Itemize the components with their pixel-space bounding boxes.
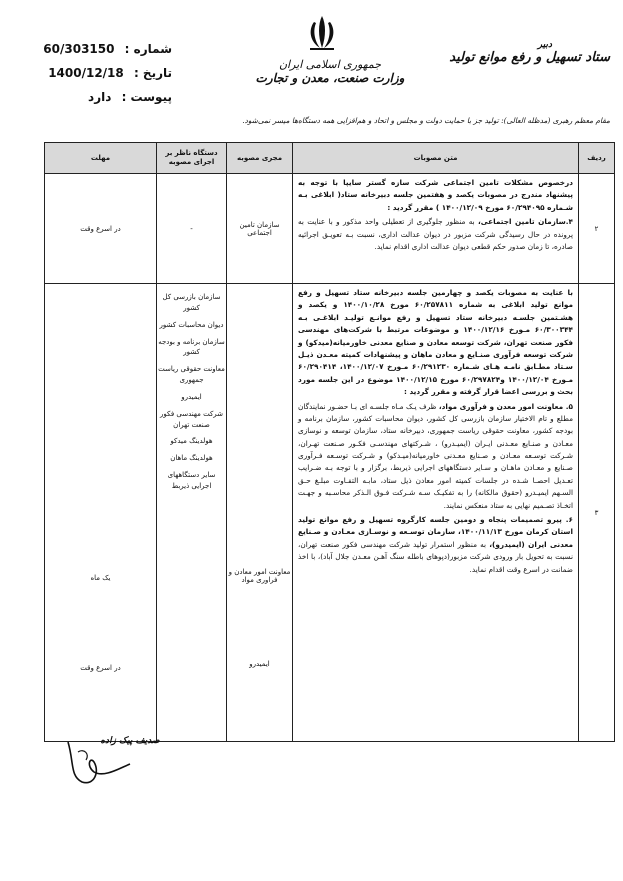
resolution-title: با عنایت به مصوبات یکصد و چهارمین جلسه دبیرخانه ستاد تسهیل و رفع موانع تولید ابلاغی به شماره ۶۰/۲۵۷۸۱۱ مورخ ۱۴۰۰/۱۰/۲۸ و یکصد و هشـتمین جلسـه دبیرخانه ستاد تسهیل و رفع موانـع تولیـد ابلاغـی بـه ۶۰/۳۰۰۳۴۴ مـورخ ۱۴۰۰/۱۲/۱۶ و موضوعات مرتبط با شرکت‌های مهندسی فکور صنعت تهران، شرکت توسعه معادن و صنایع معدنی خاورمیانه(میدکو) و شرکت توسعه فرآوری صنـایع و معادن ماهان و پیشنهادات کمیته معـدن ذیـل سـتاد مطـابق نامـه هـای شـماره ۶۰/۲۹۱۲۳۰ مـورخ ۱۴۰۰/۱۲/۰۷، ۶۰/۲۹۰۴۱۴ مـورخ ۱۴۰۰/۱۲/۰۴ و۶۰/۲۹۷۸۲۴ مورخ ۱۴۰۰/۱۲/۱۵ موضوع در این جلسه مورد بحث و بررسی اعضا قرار گرفته و مقرر گردید : [298, 288, 573, 397]
executor-cell: سازمان تامین اجتماعی [227, 174, 293, 284]
paragraph-lead: ۴.سازمان تامین اجتماعی، [477, 217, 573, 227]
table-header-row [45, 143, 615, 174]
secretariat-main: ستاد تسهیل و رفع موانع تولید [449, 50, 610, 65]
resolution-paragraph [298, 216, 573, 253]
signatory-name: صدیف پیک زاده [100, 736, 160, 746]
paragraph-text: به منظور جلوگیری از تعطیلی واحد مذکور و با عنایت به پرونده در حال رسیدگی شرکت مزبور در دیوان عدالت اداری، نسبت بـه تعویـق اجرائیه صادره، تا زمان صدور حکم قطعی دیوان عدالت اداری اقدام نماید. [298, 217, 573, 251]
letter-date [22, 66, 172, 80]
resolution-text [293, 174, 579, 284]
monitor-item: سایر دستگاههای اجرایی ذیربط [167, 471, 216, 490]
paragraph-text: ظرف یـک مـاه جلسـه ای بـا حضـور نمایندگان مطلع و تام الاختیار سازمان بازرسی کل کشور، دیوان محاسبات کشور، سازمان برنامه و بودجه کشور، معاونت حقوقی ریاست جمهوری، دبیرخانه ستاد، سازمان توسعه و نوسازی معـادن و صنـایع معـدنی ایـران (ایمیـدرو) ، شـرکتهای مهندسـی فکـور صـنعت تهـران، شـرکت توسـعه معـادن و صـنایع معـدنی خاورمیانه(میـدکو) و شـرکت توسـعه فـرآوری صـنایع و معـادن ماهـان و سـایر دستگاههای اجرایی ذیربط، برگزار و با توجه بـه ضـرایب تعـدیل احصـا شـده در جلسات کمیته امور معادن ذیل ستاد، مابـه التفـاوت مبلـغ حـق السـهم ایمیـدرو (حقوق مالکانه) را به تفکیـک سـه شـرکت فـوق الـذکر محاسـبه و جهـت اتخـاذ تصـمیم نهایی به ستاد منعکس نمایند. [298, 401, 573, 510]
header-executor: مجری مصوبه [227, 143, 293, 174]
resolution-title: درخصوص مشکلات تامین اجتماعی شرکت سازه گستر سایپا با توجه به پیشنهاد مندرج در مصوبات یکصد و هفتمین جلسه دبیرخانه ستاد( ابلاغی بـه شـماره ۶۰/۲۹۴۰۹۵ مورخ ۱۴۰۰/۱۲/۰۹ ) مقرر گردید : [298, 178, 573, 212]
deadline-cell [45, 284, 157, 742]
secretariat-small: دبیر [537, 40, 552, 50]
executor-item: معاونت امور معادن و فراوری مواد [228, 568, 291, 584]
monitor-item: هولدینگ ماهان [170, 454, 213, 463]
letter-number-value: 60/303150 [43, 42, 115, 56]
monitor-cell [157, 284, 227, 742]
resolutions-table [44, 142, 615, 742]
letter-attachment-value: دارد [88, 90, 112, 104]
monitor-item: هولدینگ میدکو [170, 437, 213, 446]
paragraph-text: به منظور استمرار تولید شرکت مهندسی فکور صنعت تهران، نسبت به تحویل بار ورودی شرکت مزبور(دپوهای باطله سنگ آهـن معـدن جلال آباد)، با اخذ ضمانت در اسرع وقت اقدام نماید. [298, 539, 573, 574]
monitor-item: ایمیدرو [181, 392, 202, 401]
resolution-paragraph-5 [298, 401, 573, 513]
letter-attachment-label: پیوست : [121, 90, 172, 104]
iran-emblem-icon [304, 14, 340, 52]
resolution-text [293, 284, 579, 742]
letter-number-label: شماره : [124, 42, 172, 56]
monitor-cell: - [157, 174, 227, 284]
executor-cell [227, 284, 293, 742]
header-row-no: ردیف [579, 143, 615, 174]
country-name: جمهوری اسلامی ایران [278, 58, 382, 71]
deadline-item: یک ماه [90, 574, 111, 582]
paragraph-lead: ۶. پیرو تصمیمات پنجاه و دومین جلسه کارگروه تسهیل و رفع موانع تولید استان کرمان مورخ ۱۴۰۰/۱۱/۱۳، سازمان توسـعه و نوسـازی معـادن و صـنایع معدنی ایران (ایمیدرو)، [298, 515, 573, 549]
letter-date-value: 1400/12/18 [48, 66, 124, 80]
monitor-item: معاونت حقوقی ریاست جمهوری [158, 365, 225, 385]
table-row [45, 174, 615, 284]
leader-quote: مقام معظم رهبری (مدظله العالی): تولید جز با حمایت دولت و مجلس و اتحاد و هم‌افزایی همه دستگاه‌ها میسر نمی‌شود. [242, 116, 610, 125]
header-monitor: دستگاه ناظر بر اجرای مصوبه [157, 143, 227, 174]
deadline-cell: در اسرع وقت [45, 174, 157, 284]
header-deadline: مهلت [45, 143, 157, 174]
letter-number [22, 42, 172, 56]
row-number: ۳ [579, 284, 615, 742]
secretariat-logo [440, 40, 610, 65]
letter-attachment [22, 90, 172, 104]
letter-date-label: تاریخ : [133, 66, 172, 80]
paragraph-lead: ۵. معاونت امور معدن و فرآوری مواد، [438, 401, 573, 411]
ministry-name: وزارت صنعت، معدن و تجارت [255, 71, 405, 85]
executor-item: ایمیدرو [249, 660, 270, 668]
monitor-item: شرکت مهندسی فکور صنعت تهران [159, 409, 224, 429]
ministry-header [230, 58, 430, 85]
monitor-item: سازمان بازرسی کل کشور [162, 293, 221, 312]
header-text: متن مصوبات [293, 143, 579, 174]
monitor-item: سازمان برنامه و بودجه کشور [158, 337, 225, 357]
table-row [45, 284, 615, 742]
resolution-paragraph-6 [298, 514, 573, 576]
row-number: ۲ [579, 174, 615, 284]
deadline-item: در اسرع وقت [80, 664, 121, 672]
monitor-item: دیوان محاسبات کشور [159, 320, 224, 329]
